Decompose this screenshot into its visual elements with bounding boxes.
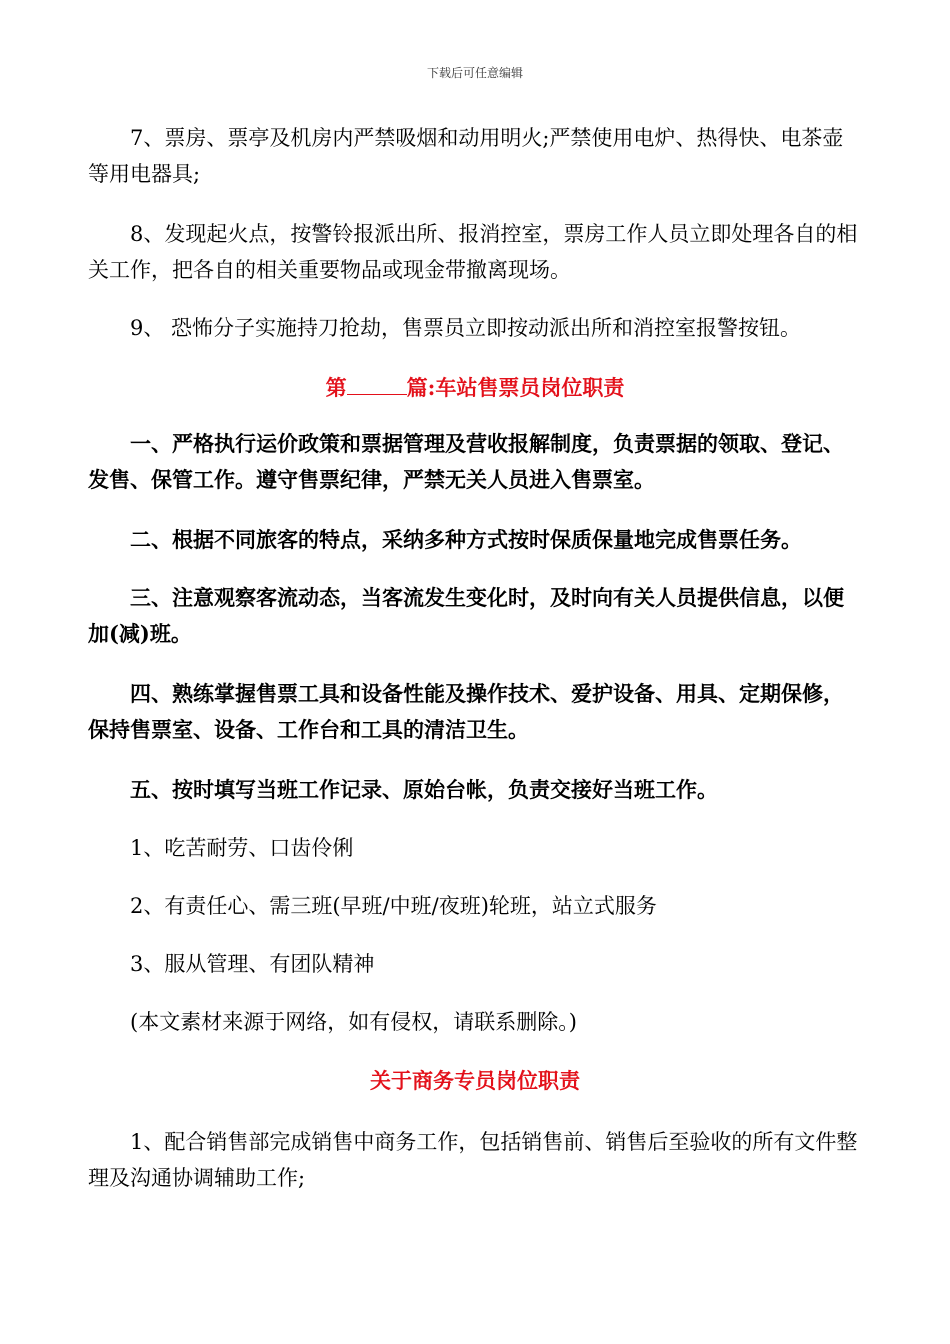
- duty-item-5: 五、按时填写当班工作记录、原始台帐，负责交接好当班工作。: [130, 777, 718, 802]
- intro-item-8: 8、发现起火点，按警铃报派出所、报消控室，票房工作人员立即处理各自的相关工作，把各自的相关重要物品或现金带撤离现场。: [88, 222, 858, 282]
- requirement-item-2: 2、有责任心、需三班(早班/中班/夜班)轮班，站立式服务: [130, 894, 657, 918]
- requirement-item-3: 3、服从管理、有团队精神: [130, 952, 375, 976]
- duty-item-4: 四、熟练掌握售票工具和设备性能及操作技术、爱护设备、用具、定期保修，保持售票室、设备、工作台和工具的清洁卫生。: [88, 681, 844, 742]
- source-note: (本文素材来源于网络，如有侵权，请联系删除。): [130, 1010, 577, 1034]
- title-suffix: 篇:车站售票员岗位职责: [406, 375, 625, 400]
- intro-item-9: 9、 恐怖分子实施持刀抢劫，售票员立即按动派出所和消控室报警按钮。: [130, 316, 802, 340]
- duty-item-3: 三、注意观察客流动态，当客流发生变化时，及时向有关人员提供信息，以便加(减)班。: [88, 585, 844, 646]
- duty-item-2: 二、根据不同旅客的特点，采纳多种方式按时保质保量地完成售票任务。: [130, 527, 802, 552]
- business-item-1: 1、配合销售部完成销售中商务工作，包括销售前、销售后至验收的所有文件整理及沟通协调辅助工作;: [88, 1130, 858, 1190]
- intro-item-7: 7、票房、票亭及机房内严禁吸烟和动用明火;严禁使用电炉、热得快、电茶壶等用电器具;: [88, 126, 844, 186]
- page-header: 下载后可任意编辑: [426, 66, 523, 80]
- requirement-item-1: 1、吃苦耐劳、口齿伶俐: [130, 836, 354, 860]
- title-prefix: 第: [325, 375, 347, 400]
- duty-item-1: 一、严格执行运价政策和票据管理及营收报解制度，负责票据的领取、登记、发售、保管工作。遵守售票纪律，严禁无关人员进入售票室。: [88, 431, 844, 492]
- section-title-ticket-seller: [0, 373, 950, 403]
- title-blank-underline: [347, 376, 407, 395]
- section-title-business-specialist: 关于商务专员岗位职责: [370, 1068, 580, 1093]
